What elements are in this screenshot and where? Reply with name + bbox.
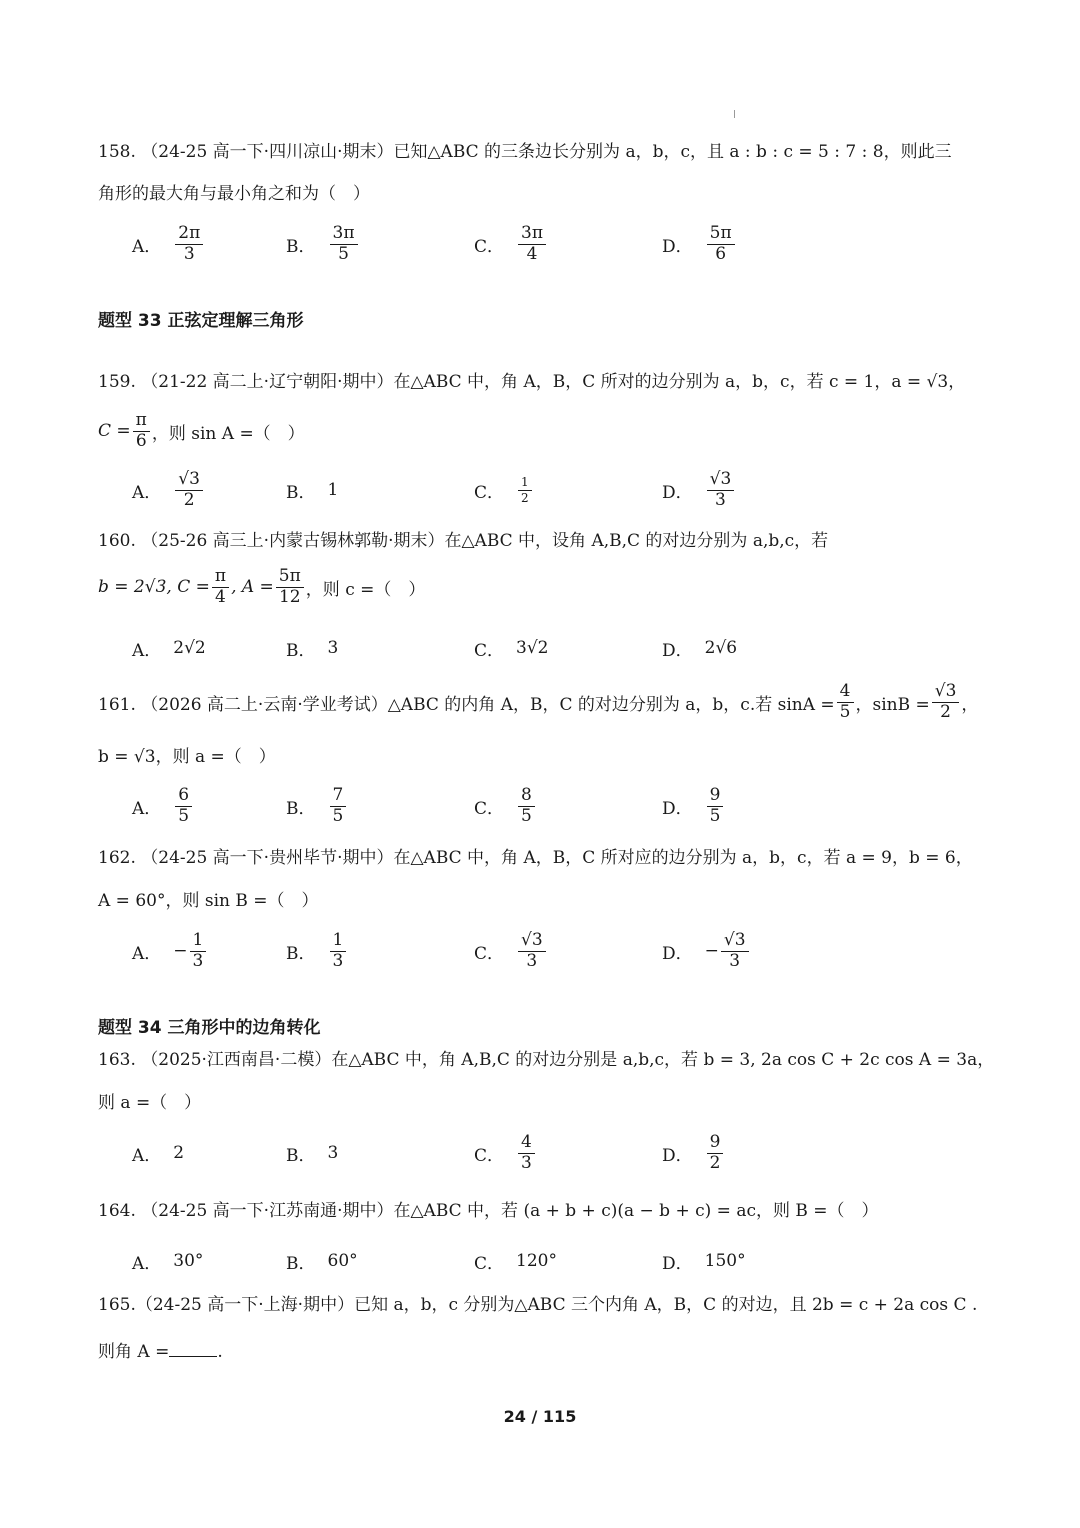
q159-line2-frac xyxy=(133,412,150,451)
frac-numerator: 4 xyxy=(837,683,854,703)
frac-numerator: 5π xyxy=(276,568,304,588)
q158-stem-line2: 角形的最大角与最小角之和为（ ） xyxy=(98,184,370,204)
option-label: D． xyxy=(662,798,693,819)
q164-option-a[interactable] xyxy=(132,1237,203,1285)
q161-stem-line1 xyxy=(98,683,978,722)
option-label: C． xyxy=(474,236,505,257)
q163-stem-line2: 则 a =（ ） xyxy=(98,1093,202,1113)
option-fraction xyxy=(175,468,203,510)
frac-numerator: π xyxy=(212,568,229,588)
frac-denominator: 5 xyxy=(178,805,190,826)
option-label: D． xyxy=(662,1145,693,1166)
frac-numerator: 3π xyxy=(518,225,546,245)
q163-option-b[interactable] xyxy=(286,1129,338,1177)
option-label: A． xyxy=(132,640,162,661)
q161-line1-c: ， xyxy=(961,694,979,715)
frac-denominator: 5 xyxy=(521,805,532,826)
option-label: C． xyxy=(474,798,505,819)
option-fraction xyxy=(175,222,203,264)
option-fraction xyxy=(330,784,347,826)
q160-line2-b: , A = xyxy=(231,577,274,598)
frac-numerator: 9 xyxy=(707,1134,724,1154)
option-label: B． xyxy=(286,798,316,819)
option-fraction xyxy=(330,222,358,264)
option-fraction xyxy=(707,468,735,510)
q159-stem-line1: 159. （21-22 高二上·辽宁朝阳·期中）在△ABC 中，角 A，B，C 所对的边分别为 a，b，c，若 c = 1，a = √3， xyxy=(98,372,966,392)
option-value: 3 xyxy=(327,638,339,658)
option-label: A． xyxy=(132,1145,162,1166)
option-label: B． xyxy=(286,1145,316,1166)
q160-line2-c: ，则 c =（ ） xyxy=(305,579,426,600)
q161-line1-b: ，sinB = xyxy=(855,694,930,715)
frac-denominator: 2 xyxy=(521,490,529,505)
frac-numerator: √3 xyxy=(707,471,735,491)
q161-option-b[interactable] xyxy=(286,782,348,830)
q158-stem-line1: 158. （24-25 高一下·四川凉山·期末）已知△ABC 的三条边长分别为 a，b，c，且 a : b : c = 5 : 7 : 8，则此三 xyxy=(98,142,952,162)
option-value: 120° xyxy=(516,1251,557,1271)
frac-denominator: 6 xyxy=(715,243,727,264)
q159-line2-post: ，则 sin A =（ ） xyxy=(151,423,305,444)
q162-option-c[interactable] xyxy=(474,927,548,975)
q158-option-c[interactable] xyxy=(474,220,548,268)
q161-option-a[interactable] xyxy=(132,782,194,830)
q160-stem-line2 xyxy=(98,568,425,607)
section-heading-34: 题型 34 三角形中的边角转化 xyxy=(98,1018,321,1038)
frac-numerator: 1 xyxy=(190,932,207,952)
option-label: C． xyxy=(474,482,505,503)
option-label: B． xyxy=(286,236,316,257)
q159-option-d[interactable] xyxy=(662,466,736,514)
answer-blank[interactable] xyxy=(169,1342,217,1357)
option-value: 2√6 xyxy=(704,638,738,658)
option-fraction xyxy=(518,222,546,264)
q158-option-a[interactable] xyxy=(132,220,205,268)
frac-denominator: 4 xyxy=(526,243,538,264)
option-fraction xyxy=(518,929,546,971)
option-sign: − xyxy=(173,941,188,961)
q162-option-a[interactable] xyxy=(132,927,208,975)
q165-line2-post: . xyxy=(217,1342,223,1362)
q160-stem-line1: 160. （25-26 高三上·内蒙古锡林郭勒·期末）在△ABC 中，设角 A,B,C 的对边分别为 a,b,c，若 xyxy=(98,531,829,551)
q160-option-c[interactable] xyxy=(474,624,548,672)
option-value: 2√2 xyxy=(173,638,206,658)
option-fraction xyxy=(518,1131,535,1173)
q164-option-d[interactable] xyxy=(662,1237,746,1285)
frac-numerator: √3 xyxy=(518,932,546,952)
section-heading-33: 题型 33 正弦定理解三角形 xyxy=(98,311,304,331)
q161-stem-line2: b = √3，则 a =（ ） xyxy=(98,747,276,767)
frac-numerator: 2π xyxy=(175,225,203,245)
q158-option-b[interactable] xyxy=(286,220,360,268)
frac-numerator: 3π xyxy=(330,225,358,245)
frac-denominator: 3 xyxy=(715,489,726,510)
option-fraction xyxy=(707,784,724,826)
frac-numerator: √3 xyxy=(932,683,960,703)
option-fraction xyxy=(518,784,535,826)
q162-option-b[interactable] xyxy=(286,927,348,975)
option-label: B． xyxy=(286,482,316,503)
frac-numerator: 9 xyxy=(707,787,724,807)
option-label: D． xyxy=(662,640,693,661)
q159-option-c[interactable] xyxy=(474,466,534,514)
frac-denominator: 3 xyxy=(729,950,741,971)
q161-line1-frac1 xyxy=(837,683,854,722)
q159-line2-pre: C = xyxy=(98,421,131,442)
frac-numerator: 6 xyxy=(175,787,192,807)
frac-numerator: π xyxy=(133,412,150,432)
q160-line2-a: b = 2√3, C = xyxy=(98,577,210,598)
frac-denominator: 2 xyxy=(940,701,951,722)
q163-option-c[interactable] xyxy=(474,1129,537,1177)
q161-line1-frac2 xyxy=(932,683,960,722)
option-value: 1 xyxy=(327,480,339,500)
option-label: D． xyxy=(662,482,693,503)
q165-line2-pre: 则角 A = xyxy=(98,1342,170,1362)
q162-stem-line1: 162. （24-25 高一下·贵州毕节·期中）在△ABC 中，角 A，B，C 所对应的边分别为 a，b，c，若 a = 9，b = 6， xyxy=(98,848,973,868)
frac-denominator: 3 xyxy=(192,950,204,971)
option-label: A． xyxy=(132,943,162,964)
frac-denominator: 3 xyxy=(183,243,195,264)
frac-denominator: 5 xyxy=(338,243,349,264)
q163-option-a[interactable] xyxy=(132,1129,184,1177)
frac-numerator: 4 xyxy=(518,1134,535,1154)
q161-option-d[interactable] xyxy=(662,782,725,830)
q160-option-a[interactable] xyxy=(132,624,206,672)
option-sign: − xyxy=(704,941,719,961)
frac-denominator: 6 xyxy=(135,430,147,451)
frac-denominator: 5 xyxy=(709,805,721,826)
option-label: B． xyxy=(286,943,316,964)
option-label: C． xyxy=(474,943,505,964)
q164-stem-line1: 164. （24-25 高一下·江苏南通·期中）在△ABC 中，若 (a + b + c)(a − b + c) = ac，则 B =（ ） xyxy=(98,1201,879,1221)
frac-denominator: 2 xyxy=(709,1152,721,1173)
frac-numerator: 1 xyxy=(330,932,347,952)
option-value: 3 xyxy=(327,1143,339,1163)
frac-denominator: 5 xyxy=(332,805,344,826)
frac-numerator: √3 xyxy=(721,932,749,952)
q160-line2-frac2 xyxy=(276,568,304,607)
q159-option-b[interactable] xyxy=(286,466,338,514)
option-value: 3√2 xyxy=(516,638,549,658)
option-value: 150° xyxy=(704,1251,746,1271)
q165-stem-line2 xyxy=(98,1337,223,1362)
q165-stem-line1: 165.（24-25 高一下·上海·期中）已知 a，b，c 分别为△ABC 三个内角 A，B，C 的对边，且 2b = c + 2a cos C . xyxy=(98,1295,978,1315)
q161-option-c[interactable] xyxy=(474,782,537,830)
page-number: 24 / 115 xyxy=(503,1407,577,1426)
frac-numerator: √3 xyxy=(175,471,203,491)
q162-option-d[interactable] xyxy=(662,927,751,975)
q160-line2-frac1 xyxy=(212,568,229,607)
q162-stem-line2: A = 60°，则 sin B =（ ） xyxy=(98,891,319,911)
q161-line1-a: 161. （2026 高二上·云南·学业考试）△ABC 的内角 A，B，C 的对边分别为 a，b，c.若 sinA = xyxy=(98,694,835,715)
option-label: A． xyxy=(132,798,162,819)
frac-denominator: 2 xyxy=(183,489,195,510)
option-value: 30° xyxy=(173,1251,204,1271)
q160-option-d[interactable] xyxy=(662,624,737,672)
option-label: D． xyxy=(662,943,693,964)
frac-denominator: 3 xyxy=(332,950,344,971)
frac-denominator: 12 xyxy=(278,586,301,607)
option-fraction xyxy=(518,476,532,504)
option-fraction xyxy=(190,929,207,971)
q163-option-d[interactable] xyxy=(662,1129,725,1177)
option-label: A． xyxy=(132,482,162,503)
q163-stem-line1: 163. （2025·江西南昌·二模）在△ABC 中，角 A,B,C 的对边分别是 a,b,c，若 b = 3, 2a cos C + 2c cos A = 3a， xyxy=(98,1050,995,1070)
option-value: 2 xyxy=(173,1143,185,1163)
frac-denominator: 4 xyxy=(215,586,226,607)
q159-stem-line2 xyxy=(98,412,305,451)
q164-option-b[interactable] xyxy=(286,1237,358,1285)
option-label: B． xyxy=(286,1253,316,1274)
option-fraction xyxy=(721,929,749,971)
option-label: C． xyxy=(474,1145,505,1166)
scan-mark xyxy=(734,110,735,118)
option-label: A． xyxy=(132,1253,162,1274)
q158-option-d[interactable] xyxy=(662,220,737,268)
option-fraction xyxy=(707,1131,724,1173)
frac-numerator: 7 xyxy=(330,787,347,807)
frac-numerator: 8 xyxy=(518,787,535,807)
option-fraction xyxy=(707,222,735,264)
frac-denominator: 5 xyxy=(839,701,851,722)
option-fraction xyxy=(330,929,347,971)
option-label: C． xyxy=(474,640,505,661)
option-label: C． xyxy=(474,1253,505,1274)
q160-option-b[interactable] xyxy=(286,624,338,672)
option-fraction xyxy=(175,784,192,826)
q164-option-c[interactable] xyxy=(474,1237,557,1285)
option-label: D． xyxy=(662,236,693,257)
option-label: B． xyxy=(286,640,316,661)
frac-numerator: 5π xyxy=(707,225,735,245)
frac-denominator: 3 xyxy=(521,1152,532,1173)
frac-numerator: 1 xyxy=(518,476,532,491)
option-label: A． xyxy=(132,236,162,257)
q159-option-a[interactable] xyxy=(132,466,205,514)
option-value: 60° xyxy=(327,1251,358,1271)
option-label: D． xyxy=(662,1253,693,1274)
frac-denominator: 3 xyxy=(526,950,538,971)
